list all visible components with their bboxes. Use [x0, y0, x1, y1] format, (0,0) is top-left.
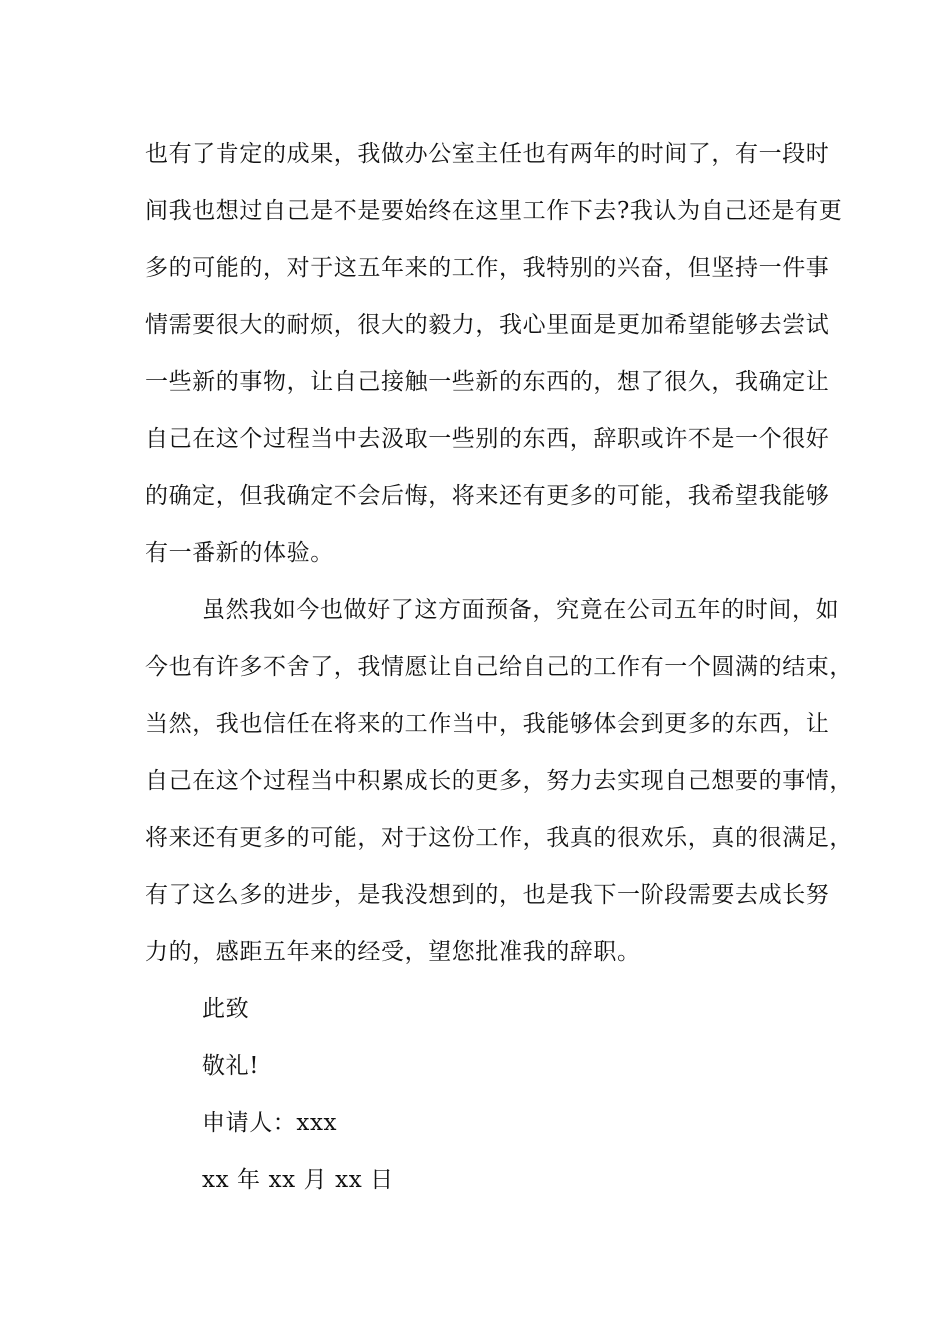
body-line: 有了这么多的进步，是我没想到的，也是我下一阶段需要去成长努: [145, 882, 830, 908]
body-line: 自己在这个过程当中去汲取一些别的东西，辞职或许不是一个很好: [145, 426, 830, 452]
body-line: 也有了肯定的成果，我做办公室主任也有两年的时间了，有一段时: [145, 141, 830, 167]
letter-closing: [145, 986, 835, 1214]
body-line: 间我也想过自己是不是要始终在这里工作下去?我认为自己还是有更: [145, 198, 843, 224]
body-line: 有一番新的体验。: [145, 540, 334, 566]
body-line: 当然，我也信任在将来的工作当中，我能够体会到更多的东西，让: [145, 711, 830, 737]
regards: 敬礼!: [202, 1053, 260, 1079]
body-line: 虽然我如今也做好了这方面预备，究竟在公司五年的时间，如: [202, 597, 840, 623]
body-line: 一些新的事物，让自己接触一些新的东西的，想了很久，我确定让: [145, 369, 830, 395]
applicant-signature: 申请人：xxx: [202, 1110, 338, 1136]
body-line: 情需要很大的耐烦，很大的毅力，我心里面是更加希望能够去尝试: [145, 312, 830, 338]
body-line: 多的可能的，对于这五年来的工作，我特别的兴奋，但坚持一件事: [145, 255, 830, 281]
salutation: 此致: [202, 996, 250, 1022]
letter-body: [145, 131, 853, 986]
letter-date: xx 年 xx 月 xx 日: [202, 1167, 394, 1193]
body-line: 力的，感距五年来的经受，望您批准我的辞职。: [145, 939, 641, 965]
body-line: 自己在这个过程当中积累成长的更多，努力去实现自己想要的事情，: [145, 768, 853, 794]
body-line: 的确定，但我确定不会后悔，将来还有更多的可能，我希望我能够: [145, 483, 830, 509]
body-line: 将来还有更多的可能，对于这份工作，我真的很欢乐，真的很满足，: [145, 825, 853, 851]
body-line: 今也有许多不舍了，我情愿让自己给自己的工作有一个圆满的结束，: [145, 654, 853, 680]
